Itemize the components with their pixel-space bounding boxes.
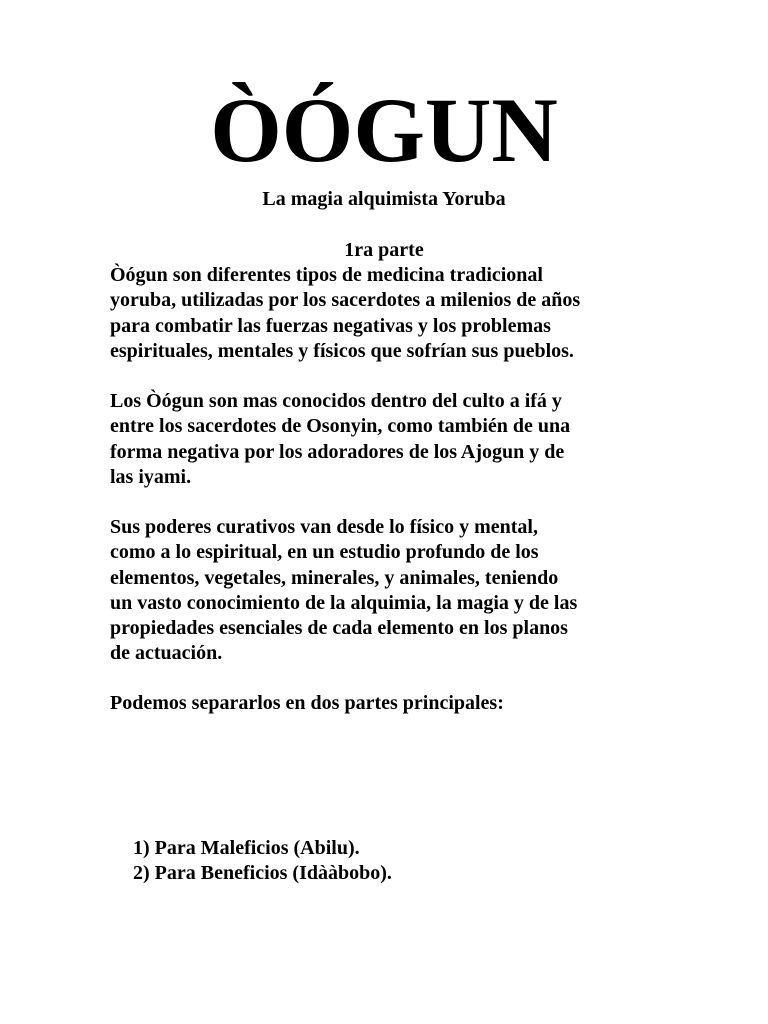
page-subtitle: La magia alquimista Yoruba xyxy=(262,188,506,210)
paragraph-ogun-cult: Los Òógun son mas conocidos dentro del culto a ifá y entre los sacerdotes de Osonyin, como también de una forma negativa por los adoradores de los Ajogun y de las iyami. xyxy=(110,390,571,488)
list-item-beneficios: 2) Para Beneficios (Idààbobo). xyxy=(133,862,392,885)
list-item-maleficios: 1) Para Maleficios (Abilu). xyxy=(133,837,360,859)
part-heading: 1ra parte xyxy=(344,239,424,261)
paragraph-separation: Podemos separarlos en dos partes principales: xyxy=(110,692,504,714)
paragraph-healing-powers: Sus poderes curativos van desde lo físico y mental, como a lo espiritual, en un estudio profundo de los elementos, vegetales, minerales, y animales, teniendo un vasto conocimiento de la alquimia, la magia y de las propiedades esenciales de cada elemento en los planos de actuación. xyxy=(110,516,578,665)
page-title: ÒÓGUN xyxy=(210,79,558,181)
paragraph-intro: Òógun son diferentes tipos de medicina tradicional yoruba, utilizadas por los sacerdotes a milenios de años para combatir las fuerzas negativas y los problemas espirituales, mentales y físicos que sofrían sus pueblos. xyxy=(110,264,581,362)
parts-list xyxy=(133,836,392,887)
